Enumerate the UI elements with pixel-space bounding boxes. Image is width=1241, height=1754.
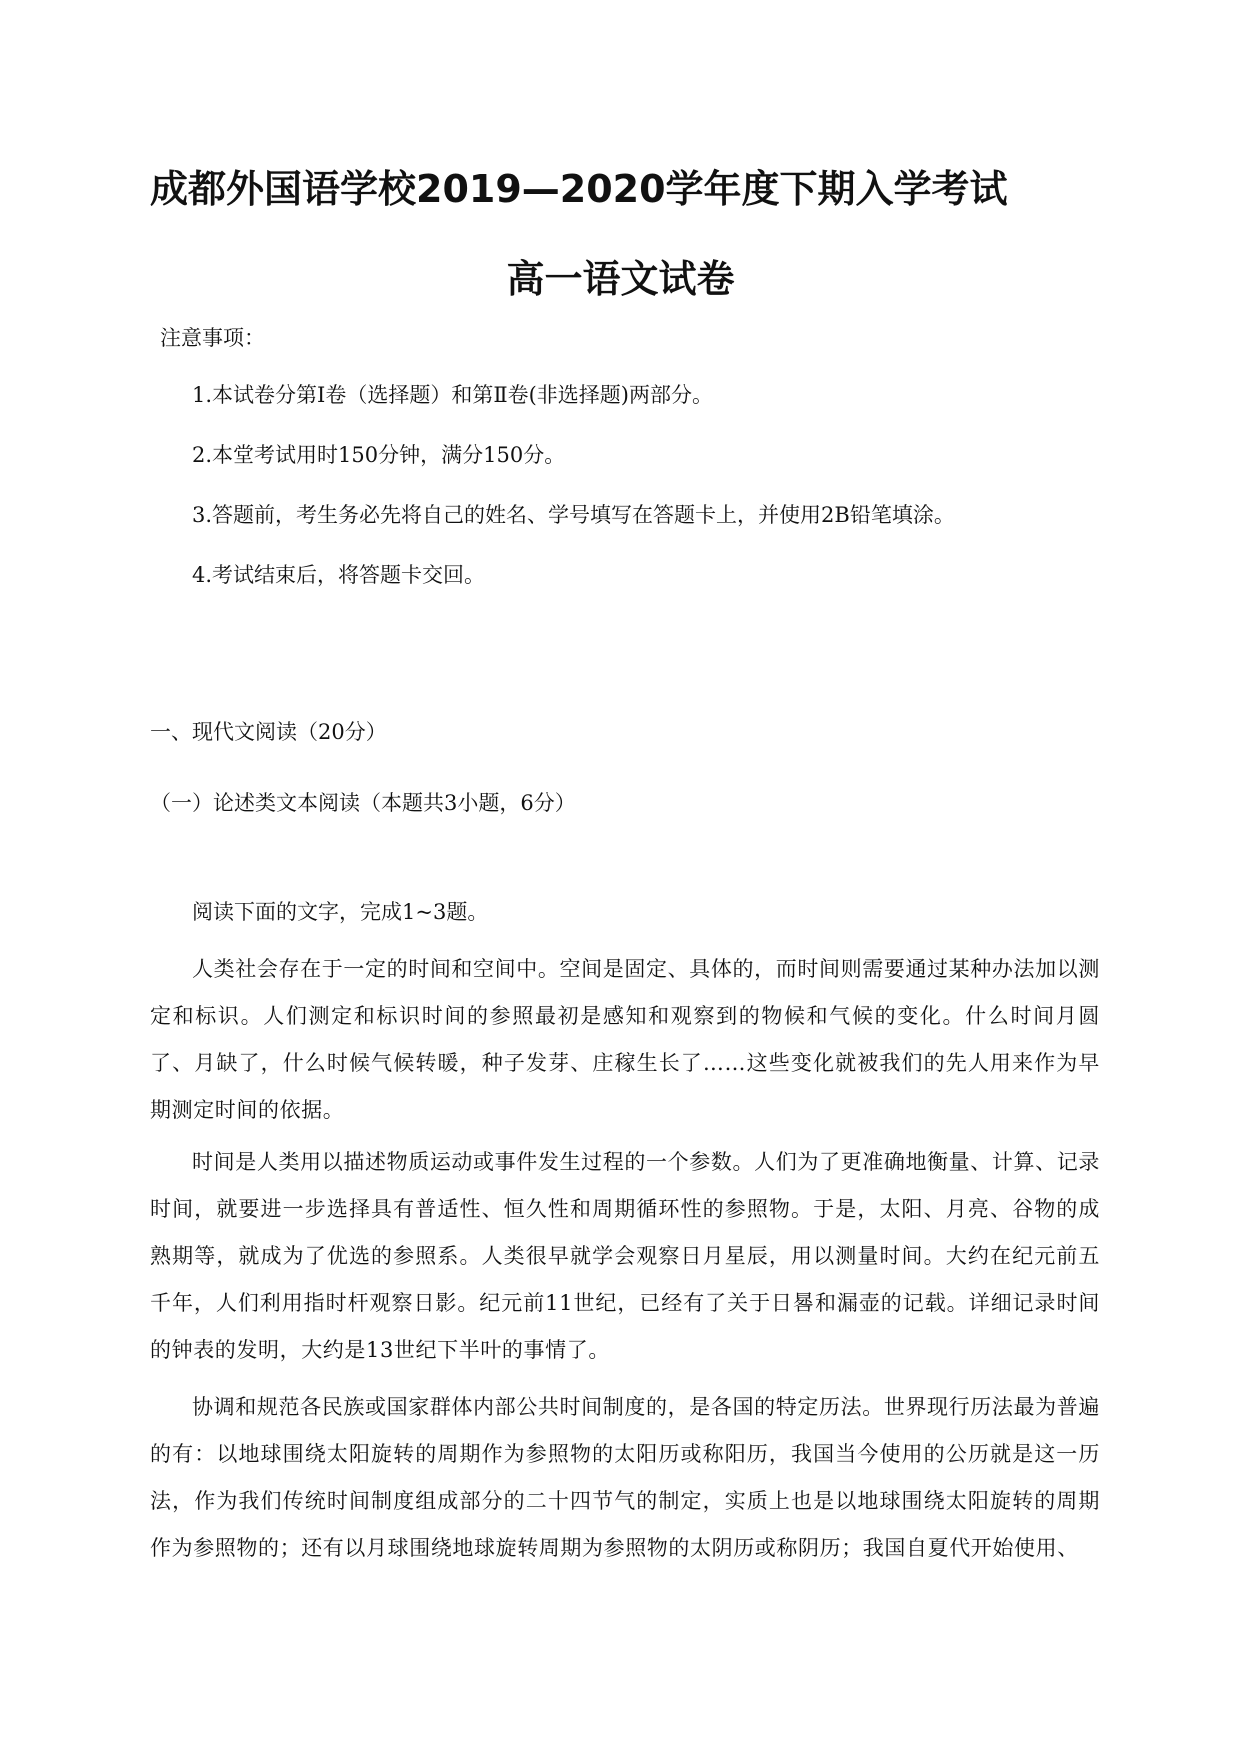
part-heading: 一、现代文阅读（20分） — [150, 720, 387, 744]
paragraph-1: 人类社会存在于一定的时间和空间中。空间是固定、具体的，而时间则需要通过某种办法加以测定和标识。人们测定和标识时间的参照最初是感知和观察到的物候和气候的变化。什么时间月圆了、月缺了，什么时候气候转暖，种子发芽、庄稼生长了……这些变化就被我们的先人用来作为早期测定时间的依据。 — [150, 957, 1100, 1122]
notice-item-4: 4.考试结束后，将答题卡交回。 — [192, 563, 486, 587]
notice-item-2: 2.本堂考试用时150分钟，满分150分。 — [192, 443, 566, 467]
sub-heading: （一）论述类文本阅读（本题共3小题，6分） — [150, 791, 576, 815]
reading-instruction: 阅读下面的文字，完成1~3题。 — [192, 900, 489, 924]
paragraph-3: 协调和规范各民族或国家群体内部公共时间制度的，是各国的特定历法。世界现行历法最为普遍的有：以地球围绕太阳旋转的周期作为参照物的太阳历或称阳历，我国当今使用的公历就是这一历法，作为我们传统时间制度组成部分的二十四节气的制定，实质上也是以地球围绕太阳旋转的周期作为参照物的；还有以月球围绕地球旋转周期为参照物的太阴历或称阴历；我国自夏代开始使用、 — [150, 1395, 1100, 1560]
notice-item-3: 3.答题前，考生务必先将自己的姓名、学号填写在答题卡上，并使用2B铅笔填涂。 — [192, 503, 955, 527]
exam-subtitle: 高一语文试卷 — [506, 257, 735, 301]
exam-title: 成都外国语学校2019—2020学年度下期入学考试 — [150, 167, 1008, 211]
notice-heading: 注意事项： — [160, 326, 265, 350]
paragraph-2: 时间是人类用以描述物质运动或事件发生过程的一个参数。人们为了更准确地衡量、计算、记录时间，就要进一步选择具有普适性、恒久性和周期循环性的参照物。于是，太阳、月亮、谷物的成熟期等，就成为了优选的参照系。人类很早就学会观察日月星辰，用以测量时间。大约在纪元前五千年，人们利用指时杆观察日影。纪元前11世纪，已经有了关于日晷和漏壶的记载。详细记录时间的钟表的发明，大约是13世纪下半叶的事情了。 — [150, 1150, 1100, 1362]
notice-item-1: 1.本试卷分第Ⅰ卷（选择题）和第Ⅱ卷(非选择题)两部分。 — [192, 383, 713, 407]
